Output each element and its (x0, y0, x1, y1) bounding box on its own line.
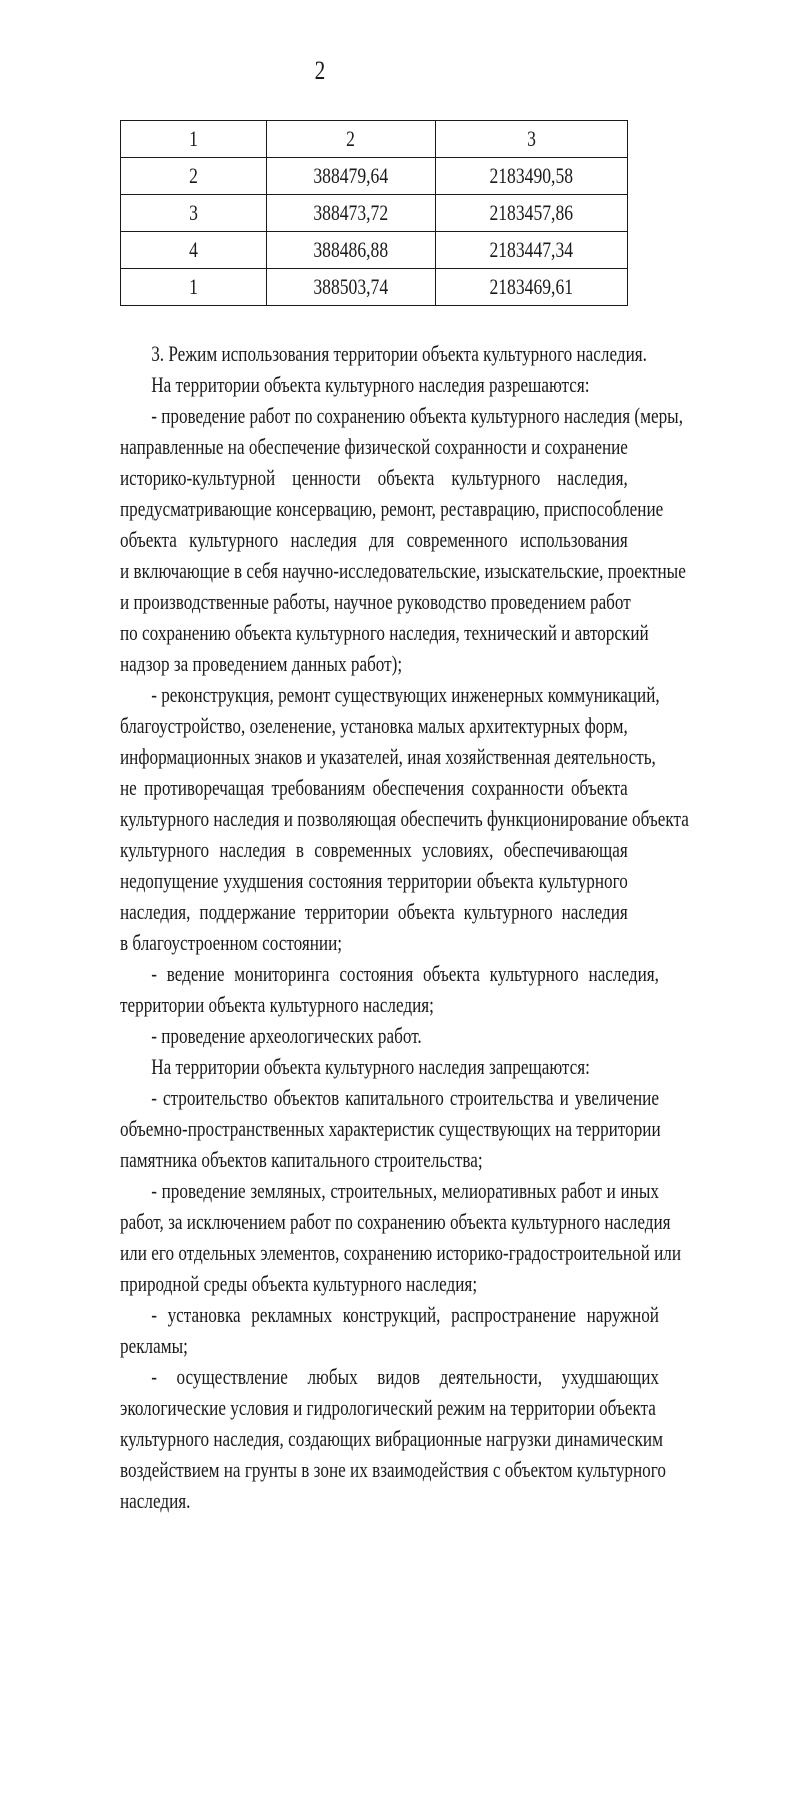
text-line-content: памятника объектов капитального строительства; (120, 1147, 483, 1172)
text-line-content: недопущение ухудшения состояния территории объекта культурного (120, 868, 628, 893)
text-line-content: благоустройство, озеленение, установка малых архитектурных форм, (120, 713, 628, 738)
text-line-content: - строительство объектов капитального строительства и увеличение (151, 1085, 659, 1110)
text-line (120, 927, 628, 958)
text-line (120, 1268, 628, 1299)
text-line (120, 1485, 628, 1516)
text-line (120, 803, 689, 834)
document-body-text (120, 338, 689, 1516)
text-line (120, 1237, 682, 1268)
table-cell (266, 232, 436, 269)
text-line-content: культурного наследия в современных условиях, обеспечивающая (120, 837, 628, 862)
text-line-content: и производственные работы, научное руководство проведением работ (120, 589, 631, 614)
table-cell-text: 4 (188, 237, 198, 262)
text-line (120, 400, 684, 431)
table-cell (436, 121, 628, 158)
table-cell (121, 232, 267, 269)
text-line-content: не противоречащая требованиям обеспечения сохранности объекта (120, 775, 628, 800)
text-line (120, 1206, 671, 1237)
text-line (120, 1082, 659, 1113)
text-line-content: историко-культурной ценности объекта культурного наследия, (120, 465, 628, 490)
text-line-content: культурного наследия и позволяющая обеспечить функционирование объекта (120, 806, 689, 831)
text-line (120, 1299, 659, 1330)
text-line (120, 1454, 666, 1485)
text-line (120, 710, 628, 741)
table-cell-text: 1 (188, 126, 198, 151)
table-cell-text: 388503,74 (313, 274, 389, 299)
text-line-content: наследия. (120, 1488, 191, 1513)
text-line-content: воздействием на грунты в зоне их взаимодействия с объектом культурного (120, 1457, 666, 1482)
coordinates-table (120, 120, 628, 306)
text-line (120, 834, 628, 865)
table-cell (266, 158, 436, 195)
text-line-content: объемно-пространственных характеристик существующих на территории (120, 1116, 661, 1141)
text-line (120, 679, 660, 710)
table-cell (436, 269, 628, 306)
text-line-content: экологические условия и гидрологический режим на территории объекта (120, 1395, 656, 1420)
table-cell (121, 121, 267, 158)
text-line (120, 1144, 628, 1175)
text-line (120, 524, 628, 555)
table-row (121, 269, 628, 306)
table-cell-text: 2183457,86 (489, 200, 574, 225)
text-line (120, 1051, 628, 1082)
text-line-content: - проведение работ по сохранению объекта культурного наследия (меры, (151, 403, 684, 428)
text-line (120, 896, 628, 927)
text-line (120, 338, 647, 369)
text-line-content: работ, за исключением работ по сохранению объекта культурного наследия (120, 1209, 671, 1234)
text-line (120, 989, 628, 1020)
text-line (120, 493, 664, 524)
text-line (120, 865, 628, 896)
text-line (120, 555, 686, 586)
text-line-content: - проведение археологических работ. (151, 1023, 422, 1048)
text-line-content: направленные на обеспечение физической сохранности и сохранение (120, 434, 628, 459)
table-cell (121, 269, 267, 306)
table-row (121, 195, 628, 232)
table-cell-text: 3 (527, 126, 537, 151)
text-line (120, 772, 628, 803)
text-line-content: - установка рекламных конструкций, распространение наружной (151, 1302, 659, 1327)
text-line-content: в благоустроенном состоянии; (120, 930, 343, 955)
text-line-content: надзор за проведением данных работ); (120, 651, 403, 676)
table-cell (266, 121, 436, 158)
text-line-content: и включающие в себя научно-исследовательские, изыскательские, проектные (120, 558, 686, 583)
text-line-content: или его отдельных элементов, сохранению историко-градостроительной или (120, 1240, 682, 1265)
text-line (120, 1423, 663, 1454)
text-line (120, 1330, 628, 1361)
text-line (120, 1392, 656, 1423)
text-line-content: - осуществление любых видов деятельности, ухудшающих (151, 1364, 659, 1389)
text-line (120, 958, 659, 989)
text-line (120, 462, 628, 493)
text-line (120, 617, 649, 648)
text-line-content: наследия, поддержание территории объекта культурного наследия (120, 899, 628, 924)
text-line (120, 648, 628, 679)
text-line (120, 586, 631, 617)
table-cell-text: 388486,88 (313, 237, 389, 262)
table-cell-text: 388479,64 (313, 163, 389, 188)
text-line-content: информационных знаков и указателей, иная хозяйственная деятельность, (120, 744, 656, 769)
text-line (120, 369, 628, 400)
table-cell-text: 1 (188, 274, 198, 299)
text-line-content: 3. Режим использования территории объекта культурного наследия. (151, 341, 647, 366)
text-line (120, 431, 628, 462)
text-line-content: территории объекта культурного наследия; (120, 992, 434, 1017)
table-cell (266, 195, 436, 232)
page-number: 2 (314, 56, 326, 85)
table-cell-text: 2 (346, 126, 356, 151)
text-line-content: культурного наследия, создающих вибрационные нагрузки динамическим (120, 1426, 663, 1451)
text-line (120, 741, 656, 772)
text-line-content: На территории объекта культурного наследия запрещаются: (151, 1054, 590, 1079)
text-line-content: по сохранению объекта культурного наследия, технический и авторский (120, 620, 649, 645)
table-cell-text: 388473,72 (313, 200, 389, 225)
text-line-content: На территории объекта культурного наследия разрешаются: (151, 372, 590, 397)
text-line-content: - ведение мониторинга состояния объекта культурного наследия, (151, 961, 659, 986)
text-line (120, 1175, 659, 1206)
table-cell (436, 232, 628, 269)
table-row (121, 232, 628, 269)
text-line (120, 1020, 628, 1051)
table-cell-text: 2183447,34 (489, 237, 574, 262)
text-line (120, 1113, 661, 1144)
text-line-content: - реконструкция, ремонт существующих инженерных коммуникаций, (151, 682, 660, 707)
table-cell (436, 195, 628, 232)
table-cell (266, 269, 436, 306)
text-line-content: предусматривающие консервацию, ремонт, реставрацию, приспособление (120, 496, 664, 521)
table-header-row (121, 121, 628, 158)
table-cell (436, 158, 628, 195)
text-line-content: объекта культурного наследия для современного использования (120, 527, 628, 552)
table-cell-text: 3 (188, 200, 198, 225)
table-cell-text: 2 (188, 163, 198, 188)
table-cell (121, 158, 267, 195)
table-cell-text: 2183469,61 (489, 274, 574, 299)
text-line-content: рекламы; (120, 1333, 188, 1358)
text-line (120, 1361, 659, 1392)
table-cell (121, 195, 267, 232)
text-line-content: - проведение земляных, строительных, мелиоративных работ и иных (151, 1178, 659, 1203)
table-cell-text: 2183490,58 (489, 163, 574, 188)
table-row (121, 158, 628, 195)
text-line-content: природной среды объекта культурного наследия; (120, 1271, 478, 1296)
